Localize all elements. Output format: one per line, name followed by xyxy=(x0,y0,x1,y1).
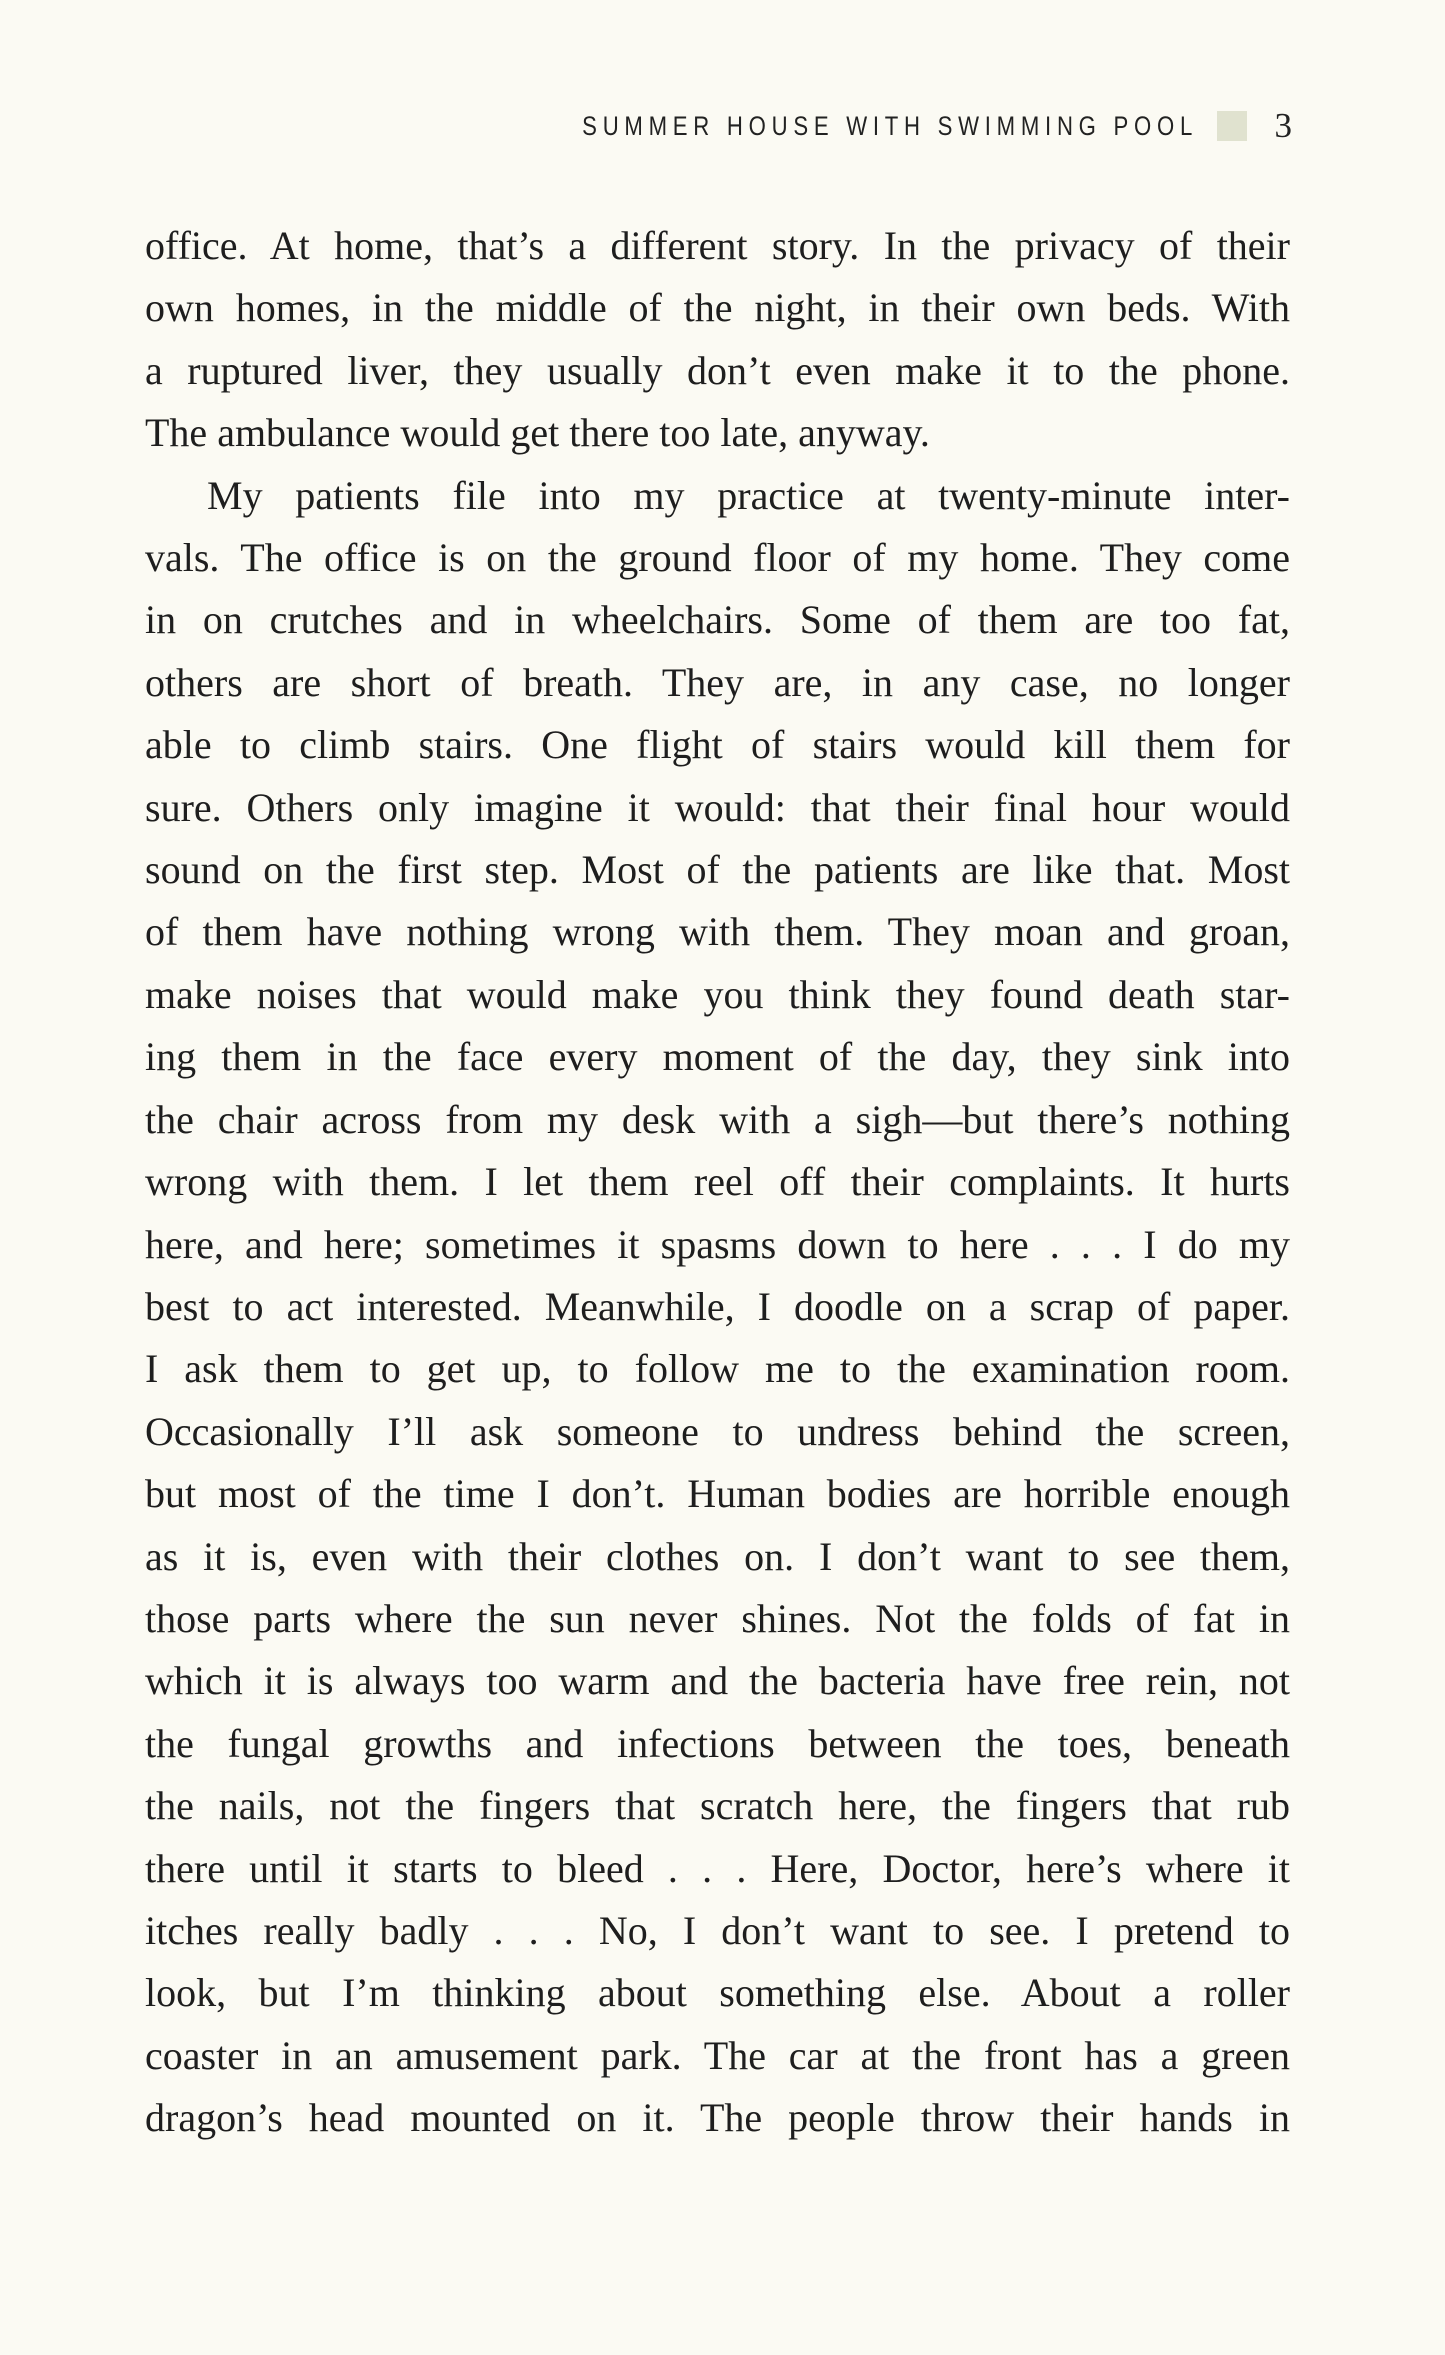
page-number: 3 xyxy=(1274,106,1292,145)
text-line: own homes, in the middle of the night, in their own beds. With xyxy=(145,285,1290,331)
text-line: of them have nothing wrong with them. They moan and groan, xyxy=(145,909,1290,955)
text-line: I ask them to get up, to follow me to the examination room. xyxy=(145,1346,1290,1392)
text-line: which it is always too warm and the bacteria have free rein, not xyxy=(145,1658,1290,1704)
paragraph-1 xyxy=(145,215,1290,465)
text-line: The ambulance would get there too late, anyway. xyxy=(145,410,930,456)
header-ornament xyxy=(1217,111,1247,141)
text-line: best to act interested. Meanwhile, I doodle on a scrap of paper. xyxy=(145,1283,1290,1329)
text-line: ing them in the face every moment of the day, they sink into xyxy=(145,1034,1290,1080)
text-line: in on crutches and in wheelchairs. Some of them are too fat, xyxy=(145,597,1290,643)
text-line: look, but I’m thinking about something else. About a roller xyxy=(145,1970,1290,2016)
text-line: the nails, not the fingers that scratch here, the fingers that rub xyxy=(145,1783,1290,1829)
running-title: SUMMER HOUSE WITH SWIMMING POOL xyxy=(582,110,1199,141)
text-line: office. At home, that’s a different story. In the privacy of their xyxy=(145,223,1290,268)
text-line: dragon’s head mounted on it. The people throw their hands in xyxy=(145,2095,1290,2141)
text-line: the chair across from my desk with a sigh—but there’s nothing xyxy=(145,1096,1290,1142)
text-line: vals. The office is on the ground floor of my home. They come xyxy=(145,535,1290,581)
paragraph-2 xyxy=(145,465,1290,2150)
body-text xyxy=(145,215,1290,2150)
text-line: here, and here; sometimes it spasms down to here . . . I do my xyxy=(145,1221,1290,1267)
text-line: able to climb stairs. One flight of stairs would kill them for xyxy=(145,722,1290,768)
text-line: sound on the first step. Most of the patients are like that. Most xyxy=(145,847,1290,893)
text-line: the fungal growths and infections between the toes, beneath xyxy=(145,1720,1290,1766)
text-line: Occasionally I’ll ask someone to undress behind the screen, xyxy=(145,1408,1290,1454)
running-head xyxy=(447,103,1292,149)
text-line: My patients file into my practice at twenty-minute inter- xyxy=(207,472,1290,518)
text-line: others are short of breath. They are, in any case, no longer xyxy=(145,659,1290,705)
text-line: make noises that would make you think they found death star- xyxy=(145,971,1290,1017)
text-line: itches really badly . . . No, I don’t want to see. I pretend to xyxy=(145,1907,1290,1953)
text-line: a ruptured liver, they usually don’t even make it to the phone. xyxy=(145,347,1290,393)
text-line: coaster in an amusement park. The car at the front has a green xyxy=(145,2032,1290,2078)
text-line: but most of the time I don’t. Human bodies are horrible enough xyxy=(145,1471,1290,1517)
text-line: those parts where the sun never shines. Not the folds of fat in xyxy=(145,1595,1290,1641)
text-line: wrong with them. I let them reel off their complaints. It hurts xyxy=(145,1159,1290,1205)
text-line: there until it starts to bleed . . . Here, Doctor, here’s where it xyxy=(145,1845,1290,1891)
text-line: sure. Others only imagine it would: that their final hour would xyxy=(145,784,1290,830)
text-line: as it is, even with their clothes on. I don’t want to see them, xyxy=(145,1533,1290,1579)
